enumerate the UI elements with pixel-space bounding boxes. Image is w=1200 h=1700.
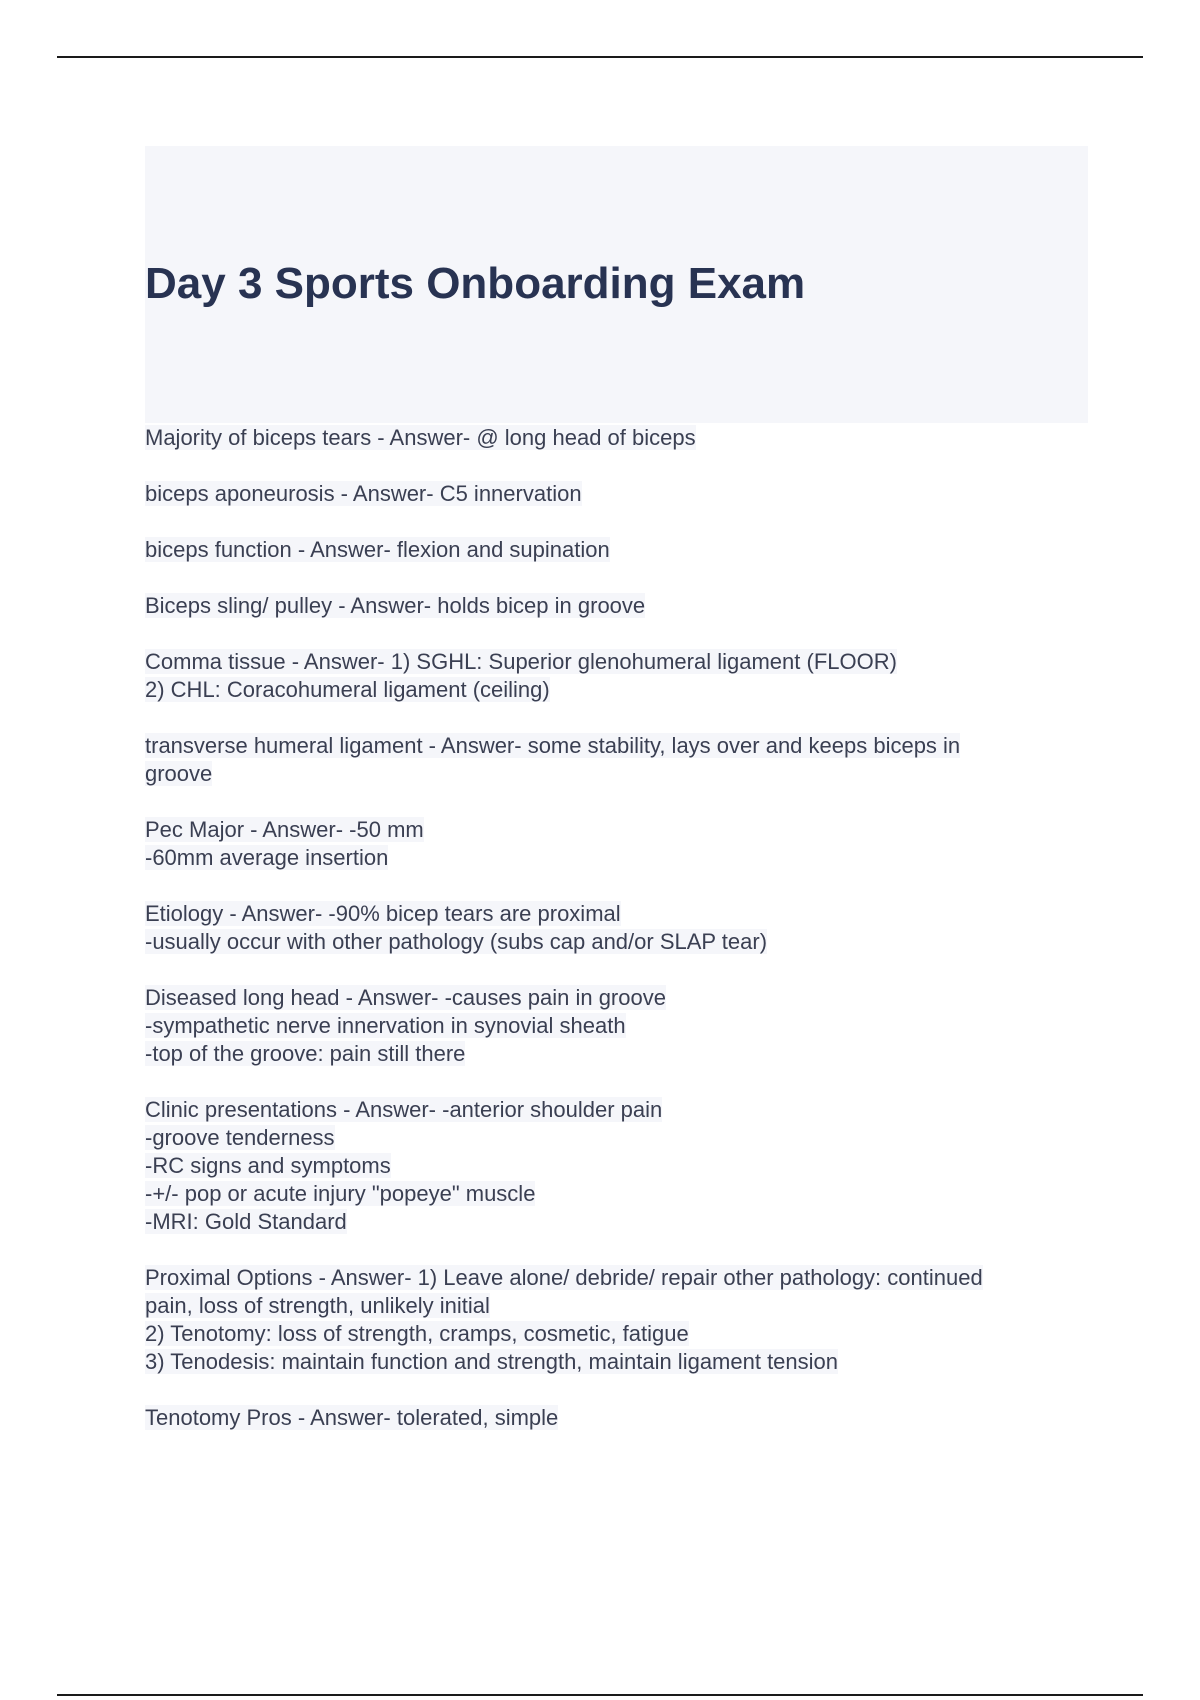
qa-line xyxy=(145,424,1085,452)
qa-line-text: Tenotomy Pros - Answer- tolerated, simple xyxy=(145,1405,559,1430)
qa-line-text: Diseased long head - Answer- -causes pain in groove xyxy=(145,985,666,1010)
qa-line-text: pain, loss of strength, unlikely initial xyxy=(145,1293,490,1318)
qa-item xyxy=(145,1404,1085,1432)
qa-item xyxy=(145,816,1085,872)
qa-line-text: Biceps sling/ pulley - Answer- holds bicep in groove xyxy=(145,593,646,618)
qa-item xyxy=(145,648,1085,704)
qa-line xyxy=(145,1404,1085,1432)
qa-line xyxy=(145,1208,1085,1236)
top-rule xyxy=(57,56,1143,58)
qa-item xyxy=(145,1264,1085,1376)
qa-line xyxy=(145,984,1085,1012)
qa-line-text: Etiology - Answer- -90% bicep tears are proximal xyxy=(145,901,621,926)
qa-line-text: 2) Tenotomy: loss of strength, cramps, cosmetic, fatigue xyxy=(145,1321,689,1346)
qa-line xyxy=(145,1124,1085,1152)
qa-line-text: biceps aponeurosis - Answer- C5 innervation xyxy=(145,481,582,506)
qa-line xyxy=(145,1096,1085,1124)
qa-line-text: biceps function - Answer- flexion and supination xyxy=(145,537,610,562)
qa-line-text: 3) Tenodesis: maintain function and strength, maintain ligament tension xyxy=(145,1349,839,1374)
qa-line-text: -RC signs and symptoms xyxy=(145,1153,391,1178)
qa-line xyxy=(145,816,1085,844)
qa-line-text: -top of the groove: pain still there xyxy=(145,1041,466,1066)
qa-item xyxy=(145,732,1085,788)
qa-line xyxy=(145,1012,1085,1040)
qa-line xyxy=(145,760,1085,788)
qa-line-text: -usually occur with other pathology (subs cap and/or SLAP tear) xyxy=(145,929,768,954)
qa-line-text: Proximal Options - Answer- 1) Leave alone/ debride/ repair other pathology: continued xyxy=(145,1265,983,1290)
qa-line xyxy=(145,1292,1085,1320)
qa-line xyxy=(145,732,1085,760)
qa-line-text: transverse humeral ligament - Answer- some stability, lays over and keeps biceps in xyxy=(145,733,961,758)
qa-line-text: 2) CHL: Coracohumeral ligament (ceiling) xyxy=(145,677,550,702)
qa-line-text: -+/- pop or acute injury "popeye" muscle xyxy=(145,1181,536,1206)
qa-line xyxy=(145,900,1085,928)
qa-list xyxy=(145,424,1085,1460)
qa-line xyxy=(145,1348,1085,1376)
qa-line xyxy=(145,1180,1085,1208)
qa-line-text: -sympathetic nerve innervation in synovial sheath xyxy=(145,1013,626,1038)
qa-line xyxy=(145,536,1085,564)
qa-line-text: groove xyxy=(145,761,213,786)
qa-item xyxy=(145,592,1085,620)
document-title: Day 3 Sports Onboarding Exam xyxy=(145,259,806,308)
qa-item xyxy=(145,984,1085,1068)
qa-line xyxy=(145,1152,1085,1180)
qa-line xyxy=(145,480,1085,508)
qa-line xyxy=(145,844,1085,872)
qa-line xyxy=(145,676,1085,704)
qa-line xyxy=(145,928,1085,956)
qa-line-text: Majority of biceps tears - Answer- @ long head of biceps xyxy=(145,425,696,450)
qa-line xyxy=(145,1264,1085,1292)
qa-item xyxy=(145,536,1085,564)
qa-line-text: -60mm average insertion xyxy=(145,845,389,870)
qa-line xyxy=(145,648,1085,676)
qa-line-text: Pec Major - Answer- -50 mm xyxy=(145,817,424,842)
qa-line-text: Comma tissue - Answer- 1) SGHL: Superior glenohumeral ligament (FLOOR) xyxy=(145,649,897,674)
qa-item xyxy=(145,1096,1085,1236)
qa-item xyxy=(145,900,1085,956)
qa-item xyxy=(145,480,1085,508)
qa-line xyxy=(145,592,1085,620)
qa-item xyxy=(145,424,1085,452)
qa-line xyxy=(145,1040,1085,1068)
bottom-rule xyxy=(57,1694,1143,1696)
qa-line-text: -groove tenderness xyxy=(145,1125,335,1150)
qa-line-text: -MRI: Gold Standard xyxy=(145,1209,347,1234)
qa-line-text: Clinic presentations - Answer- -anterior shoulder pain xyxy=(145,1097,663,1122)
qa-line xyxy=(145,1320,1085,1348)
